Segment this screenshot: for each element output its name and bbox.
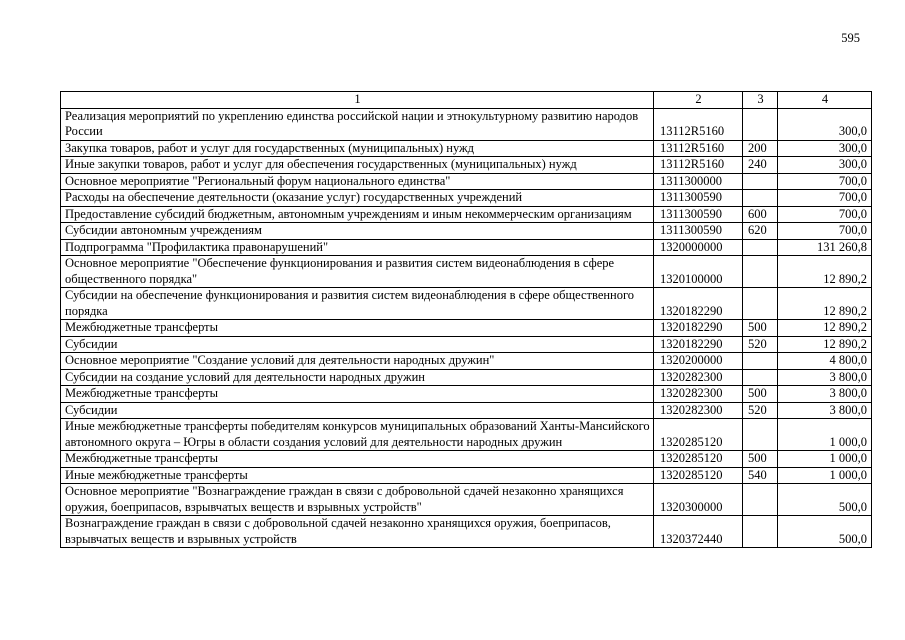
target-article-cell: 13112R5160 — [654, 140, 743, 157]
table-row — [61, 256, 872, 288]
amount-cell: 12 890,2 — [778, 336, 872, 353]
table-row — [61, 223, 872, 240]
row-name-cell: Субсидии — [61, 336, 654, 353]
amount-cell: 500,0 — [778, 516, 872, 548]
target-article-cell: 1320182290 — [654, 336, 743, 353]
row-name-cell: Субсидии — [61, 402, 654, 419]
expense-type-cell: 500 — [743, 386, 778, 403]
table-row — [61, 206, 872, 223]
amount-cell: 1 000,0 — [778, 419, 872, 451]
table-row — [61, 190, 872, 207]
row-name-cell: Межбюджетные трансферты — [61, 386, 654, 403]
row-name-cell: Реализация мероприятий по укреплению единства российской нации и этнокультурному развитию народов России — [61, 108, 654, 140]
row-name-cell: Иные межбюджетные трансферты победителям конкурсов муниципальных образований Ханты-Мансийского автономного округа – Югры в области создания условий для деятельности народных дружин — [61, 419, 654, 451]
expense-type-cell — [743, 108, 778, 140]
target-article-cell: 1320285120 — [654, 419, 743, 451]
table-body — [61, 108, 872, 548]
header-cell-amount: 4 — [778, 92, 872, 109]
expense-type-cell — [743, 516, 778, 548]
expense-type-cell: 500 — [743, 451, 778, 468]
target-article-cell: 1320285120 — [654, 451, 743, 468]
row-name-cell: Субсидии на обеспечение функционирования и развития систем видеонаблюдения в сфере общественного порядка — [61, 288, 654, 320]
row-name-cell: Иные межбюджетные трансферты — [61, 467, 654, 484]
expense-type-cell — [743, 369, 778, 386]
table-row — [61, 173, 872, 190]
row-name-cell: Межбюджетные трансферты — [61, 320, 654, 337]
target-article-cell: 13112R5160 — [654, 157, 743, 174]
expense-type-cell — [743, 173, 778, 190]
budget-table — [60, 91, 872, 548]
table-row — [61, 239, 872, 256]
header-cell-code: 2 — [654, 92, 743, 109]
expense-type-cell: 620 — [743, 223, 778, 240]
row-name-cell: Основное мероприятие "Обеспечение функционирования и развития систем видеонаблюдения в сфере общественного порядка" — [61, 256, 654, 288]
table-row — [61, 140, 872, 157]
amount-cell: 3 800,0 — [778, 402, 872, 419]
amount-cell: 300,0 — [778, 140, 872, 157]
expense-type-cell: 540 — [743, 467, 778, 484]
amount-cell: 300,0 — [778, 157, 872, 174]
table-row — [61, 369, 872, 386]
amount-cell: 3 800,0 — [778, 369, 872, 386]
row-name-cell: Субсидии на создание условий для деятельности народных дружин — [61, 369, 654, 386]
row-name-cell: Субсидии автономным учреждениям — [61, 223, 654, 240]
target-article-cell: 1320000000 — [654, 239, 743, 256]
target-article-cell: 1320282300 — [654, 369, 743, 386]
row-name-cell: Основное мероприятие "Региональный форум национального единства" — [61, 173, 654, 190]
table-row — [61, 402, 872, 419]
row-name-cell: Расходы на обеспечение деятельности (оказание услуг) государственных учреждений — [61, 190, 654, 207]
amount-cell: 12 890,2 — [778, 288, 872, 320]
expense-type-cell — [743, 190, 778, 207]
target-article-cell: 1320182290 — [654, 320, 743, 337]
table-row — [61, 108, 872, 140]
page-number: 595 — [841, 31, 860, 45]
amount-cell: 1 000,0 — [778, 451, 872, 468]
target-article-cell: 1320300000 — [654, 484, 743, 516]
amount-cell: 131 260,8 — [778, 239, 872, 256]
row-name-cell: Основное мероприятие "Создание условий для деятельности народных дружин" — [61, 353, 654, 370]
target-article-cell: 1320285120 — [654, 467, 743, 484]
table-row — [61, 386, 872, 403]
target-article-cell: 1311300000 — [654, 173, 743, 190]
amount-cell: 700,0 — [778, 206, 872, 223]
expense-type-cell: 600 — [743, 206, 778, 223]
target-article-cell: 1311300590 — [654, 223, 743, 240]
amount-cell: 12 890,2 — [778, 256, 872, 288]
amount-cell: 700,0 — [778, 190, 872, 207]
row-name-cell: Закупка товаров, работ и услуг для государственных (муниципальных) нужд — [61, 140, 654, 157]
header-cell-type: 3 — [743, 92, 778, 109]
table-row — [61, 353, 872, 370]
table-row — [61, 336, 872, 353]
target-article-cell: 1320182290 — [654, 288, 743, 320]
expense-type-cell: 520 — [743, 402, 778, 419]
expense-type-cell: 520 — [743, 336, 778, 353]
table-row — [61, 516, 872, 548]
table-row — [61, 157, 872, 174]
target-article-cell: 1320100000 — [654, 256, 743, 288]
row-name-cell: Основное мероприятие "Вознаграждение граждан в связи с добровольной сдачей незаконно хранящихся оружия, боеприпасов, взрывчатых веществ и взрывных устройств" — [61, 484, 654, 516]
table-row — [61, 419, 872, 451]
amount-cell: 700,0 — [778, 223, 872, 240]
expense-type-cell — [743, 353, 778, 370]
row-name-cell: Межбюджетные трансферты — [61, 451, 654, 468]
target-article-cell: 1320282300 — [654, 386, 743, 403]
row-name-cell: Подпрограмма "Профилактика правонарушений" — [61, 239, 654, 256]
expense-type-cell — [743, 484, 778, 516]
expense-type-cell — [743, 288, 778, 320]
amount-cell: 1 000,0 — [778, 467, 872, 484]
expense-type-cell — [743, 419, 778, 451]
table-row — [61, 451, 872, 468]
expense-type-cell: 500 — [743, 320, 778, 337]
header-row — [61, 92, 872, 109]
table-row — [61, 484, 872, 516]
target-article-cell: 13112R5160 — [654, 108, 743, 140]
target-article-cell: 1320200000 — [654, 353, 743, 370]
target-article-cell: 1311300590 — [654, 206, 743, 223]
amount-cell: 12 890,2 — [778, 320, 872, 337]
amount-cell: 700,0 — [778, 173, 872, 190]
amount-cell: 3 800,0 — [778, 386, 872, 403]
row-name-cell: Иные закупки товаров, работ и услуг для обеспечения государственных (муниципальных) нужд — [61, 157, 654, 174]
expense-type-cell — [743, 256, 778, 288]
expense-type-cell: 240 — [743, 157, 778, 174]
header-cell-name: 1 — [61, 92, 654, 109]
target-article-cell: 1320282300 — [654, 402, 743, 419]
expense-type-cell — [743, 239, 778, 256]
expense-type-cell: 200 — [743, 140, 778, 157]
amount-cell: 4 800,0 — [778, 353, 872, 370]
table-row — [61, 467, 872, 484]
table-row — [61, 320, 872, 337]
amount-cell: 500,0 — [778, 484, 872, 516]
target-article-cell: 1311300590 — [654, 190, 743, 207]
amount-cell: 300,0 — [778, 108, 872, 140]
table-row — [61, 288, 872, 320]
target-article-cell: 1320372440 — [654, 516, 743, 548]
row-name-cell: Предоставление субсидий бюджетным, автономным учреждениям и иным некоммерческим организациям — [61, 206, 654, 223]
row-name-cell: Вознаграждение граждан в связи с добровольной сдачей незаконно хранящихся оружия, боеприпасов, взрывчатых веществ и взрывных устройств — [61, 516, 654, 548]
